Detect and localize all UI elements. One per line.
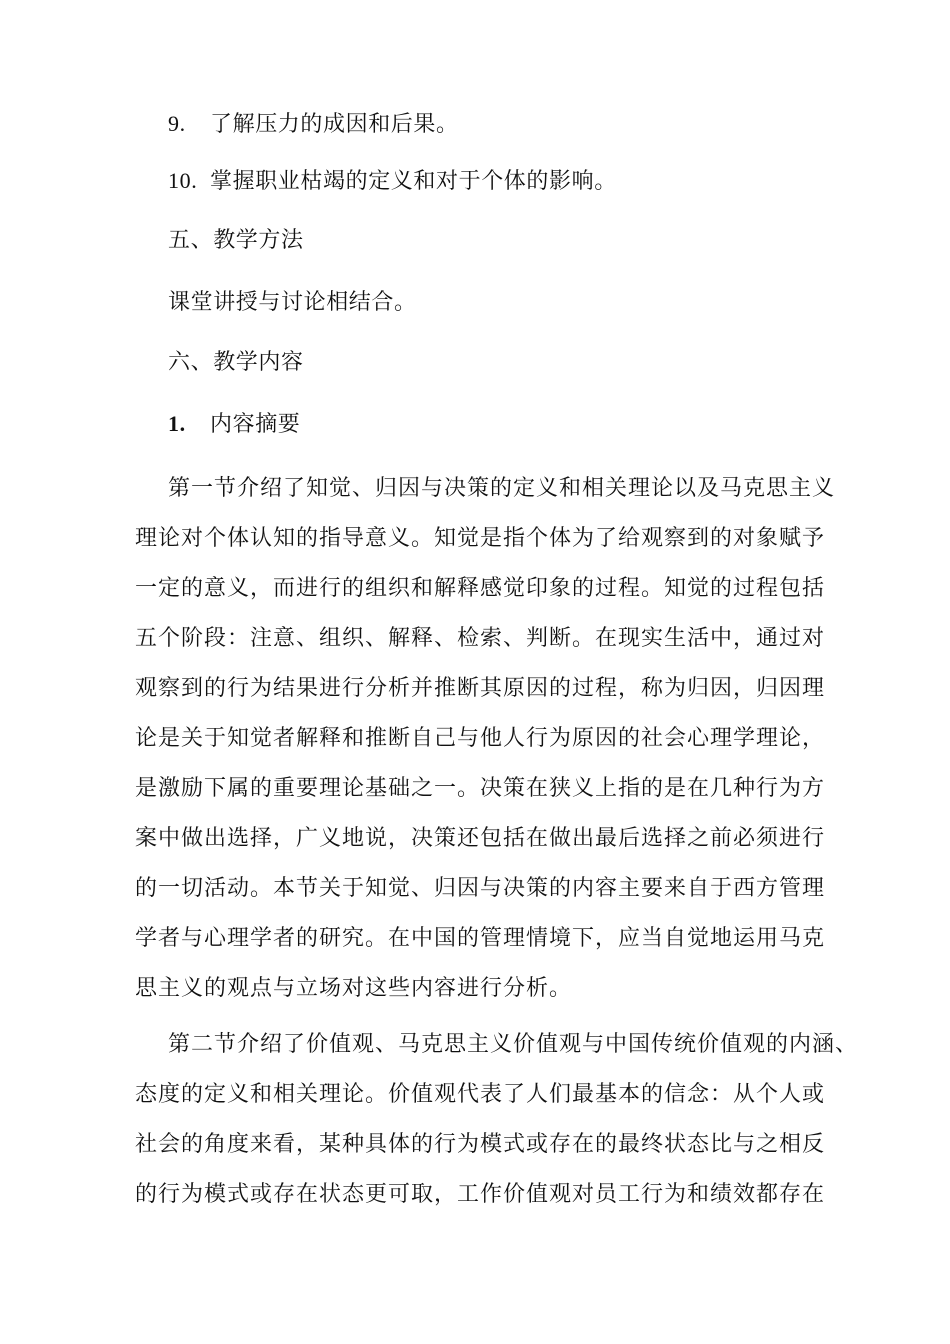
- list-item-10: [168, 166, 617, 197]
- paragraph-line: 第二节介绍了价值观、马克思主义价值观与中国传统价值观的内涵、: [168, 1032, 859, 1057]
- section-heading-teaching-content: 六、教学内容: [168, 350, 304, 375]
- paragraph-line: 五个阶段：注意、组织、解释、检索、判断。在现实生活中，通过对: [135, 626, 826, 651]
- list-item-9: [168, 109, 459, 140]
- paragraph-line: 案中做出选择，广义地说，决策还包括在做出最后选择之前必须进行: [135, 826, 826, 851]
- paragraph-line: 社会的角度来看，某种具体的行为模式或存在的最终状态比与之相反: [135, 1132, 826, 1157]
- paragraph-line: 的行为模式或存在状态更可取，工作价值观对员工行为和绩效都存在: [135, 1182, 826, 1207]
- paragraph-line: 第一节介绍了知觉、归因与决策的定义和相关理论以及马克思主义: [168, 476, 836, 501]
- paragraph-line: 理论对个体认知的指导意义。知觉是指个体为了给观察到的对象赋予: [135, 526, 826, 551]
- paragraph-line: 观察到的行为结果进行分析并推断其原因的过程，称为归因，归因理: [135, 676, 826, 701]
- list-text: 掌握职业枯竭的定义和对于个体的影响。: [210, 169, 617, 194]
- section-heading-teaching-method: 五、教学方法: [168, 228, 304, 253]
- paragraph-line: 思主义的观点与立场对这些内容进行分析。: [135, 976, 573, 1001]
- section-body-teaching-method: 课堂讲授与讨论相结合。: [168, 290, 417, 315]
- list-number: 9.: [168, 111, 186, 136]
- paragraph-line: 的一切活动。本节关于知觉、归因与决策的内容主要来自于西方管理: [135, 876, 826, 901]
- paragraph-section-one: [135, 464, 835, 1014]
- paragraph-line: 论是关于知觉者解释和推断自己与他人行为原因的社会心理学理论，: [135, 726, 826, 751]
- paragraph-line: 学者与心理学者的研究。在中国的管理情境下，应当自觉地运用马克: [135, 926, 826, 951]
- paragraph-line: 是激励下属的重要理论基础之一。决策在狭义上指的是在几种行为方: [135, 776, 826, 801]
- paragraph-line: 态度的定义和相关理论。价值观代表了人们最基本的信念：从个人或: [135, 1082, 826, 1107]
- subheading-number: 1.: [168, 411, 186, 436]
- subheading-text: 内容摘要: [210, 412, 301, 437]
- paragraph-section-two: [135, 1020, 859, 1220]
- paragraph-line: 一定的意义，而进行的组织和解释感觉印象的过程。知觉的过程包括: [135, 576, 826, 601]
- list-number: 10.: [168, 168, 198, 193]
- list-text: 了解压力的成因和后果。: [210, 112, 459, 137]
- subheading-content-summary: [168, 409, 300, 440]
